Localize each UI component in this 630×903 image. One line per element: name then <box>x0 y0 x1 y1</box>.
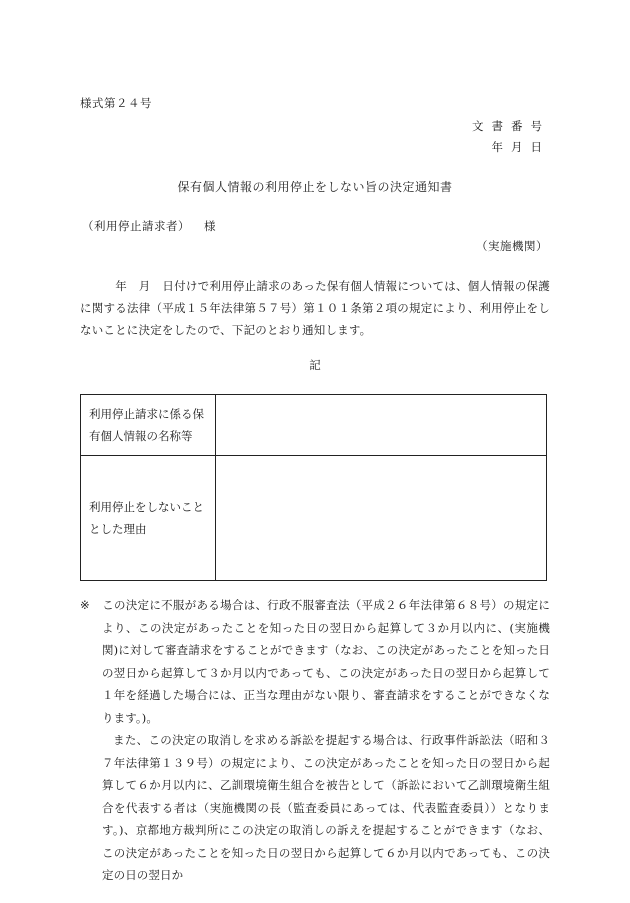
note-paragraph <box>80 594 550 729</box>
notice-body: 年 月 日付けで利用停止請求のあった保有個人情報については、個人情報の保護に関する法律（平成１５年法律第５７号）第１０１条第２項の規定により、利用停止をしないことに決定をしたので、下記のとおり通知します。 <box>80 279 550 337</box>
table-cell-value <box>216 395 547 456</box>
appeal-note <box>80 594 550 887</box>
table-cell-label: 利用停止をしないこととした理由 <box>81 456 216 581</box>
table-cell-value <box>216 456 547 581</box>
table-row <box>81 456 547 581</box>
form-number: 様式第２４号 <box>80 96 152 110</box>
decision-table <box>80 394 547 581</box>
addressee-name: （利用停止請求者） <box>82 219 190 233</box>
document-date-label: 年月日 <box>491 140 550 154</box>
addressee-honorific: 様 <box>204 219 216 233</box>
implementing-agency: （実施機関） <box>476 239 548 253</box>
note-text: この決定に不服がある場合は、行政不服審査法（平成２６年法律第６８号）の規定により、この決定があったことを知った日の翌日から起算して３か月以内に、(実施機関)に対して審査請求をすることができます（なお、この決定があったことを知った日の翌日から起算して３か月以内であっても、この決定があった日の翌日から起算して１年を経過した場合には、正当な理由がない限り、審査請求をすることができなくなります。)。 <box>102 598 550 725</box>
document-title: 保有個人情報の利用停止をしない旨の決定通知書 <box>177 180 453 194</box>
note-mark: ※ <box>80 598 90 612</box>
ki-heading: 記 <box>309 358 321 372</box>
document-number-label: 文書番号 <box>472 119 550 133</box>
note-paragraph: また、この決定の取消しを求める訴訟を提起する場合は、行政事件訴訟法（昭和３７年法律第１３９号）の規定により、この決定があったことを知った日の翌日から起算して６か月以内に、乙訓環境衛生組合を被告として（訴訟において乙訓環境衛生組合を代表する者は（実施機関の長（監査委員にあっては、代表監査委員））となります。)、京都地方裁判所にこの決定の取消しの訴えを提起することができます（なお、この決定があったことを知った日の翌日から起算して６か月以内であっても、この決定の日の翌日か <box>102 733 550 882</box>
table-cell-label: 利用停止請求に係る保有個人情報の名称等 <box>81 395 216 456</box>
addressee <box>82 218 216 234</box>
table-row <box>81 395 547 456</box>
